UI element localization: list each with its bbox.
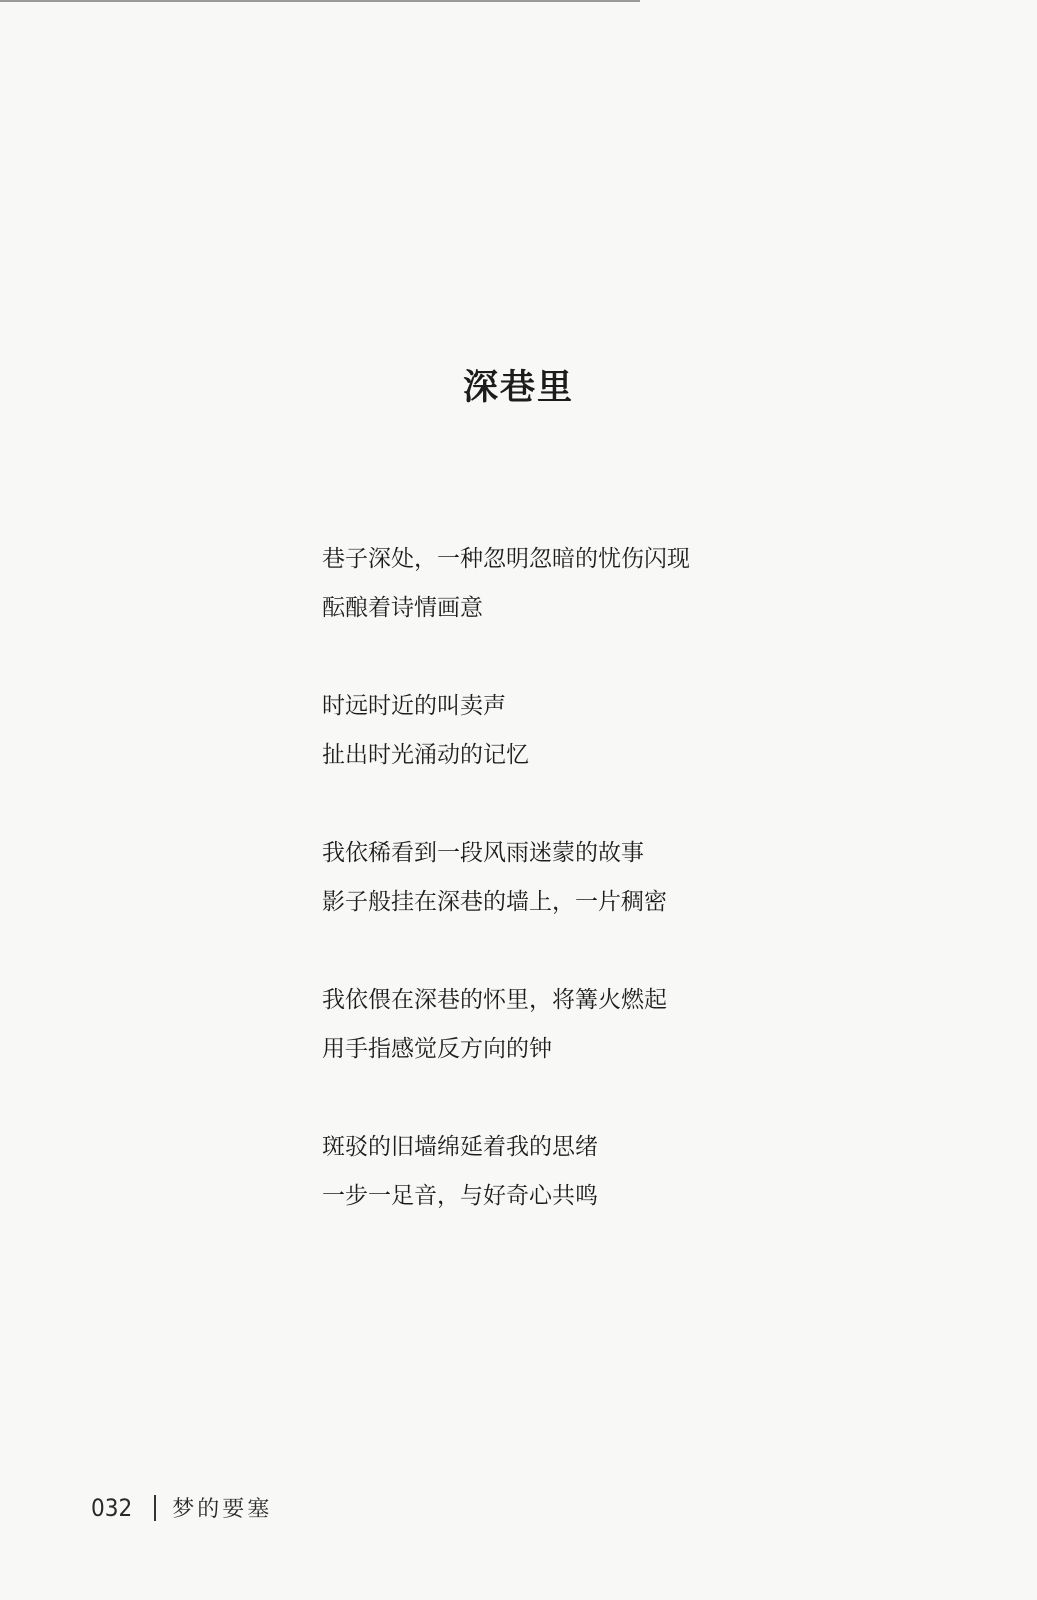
stanza <box>322 976 882 1074</box>
stanza <box>322 829 882 927</box>
poem-line: 巷子深处，一种忽明忽暗的忧伤闪现 <box>322 546 690 572</box>
page-number: 032 <box>91 1493 133 1522</box>
poem-line: 一步一足音，与好奇心共鸣 <box>322 1183 598 1209</box>
poem-line: 斑驳的旧墙绵延着我的思绪 <box>322 1134 598 1160</box>
poem-line: 我依稀看到一段风雨迷蒙的故事 <box>322 840 644 866</box>
top-rule <box>0 0 640 2</box>
stanza <box>322 535 882 633</box>
footer-separator <box>154 1495 156 1521</box>
poem-line: 时远时近的叫卖声 <box>322 693 506 719</box>
page-footer <box>91 1492 272 1523</box>
poem-body <box>322 535 882 1270</box>
poem-line: 酝酿着诗情画意 <box>322 595 483 621</box>
stanza <box>322 1123 882 1221</box>
stanza <box>322 682 882 780</box>
poem-line: 用手指感觉反方向的钟 <box>322 1036 552 1062</box>
poem-line: 扯出时光涌动的记忆 <box>322 742 529 768</box>
poem-title: 深巷里 <box>462 367 574 408</box>
poem-line: 我依偎在深巷的怀里，将篝火燃起 <box>322 987 667 1013</box>
book-title: 梦的要塞 <box>172 1497 273 1522</box>
poem-line: 影子般挂在深巷的墙上，一片稠密 <box>322 889 667 915</box>
